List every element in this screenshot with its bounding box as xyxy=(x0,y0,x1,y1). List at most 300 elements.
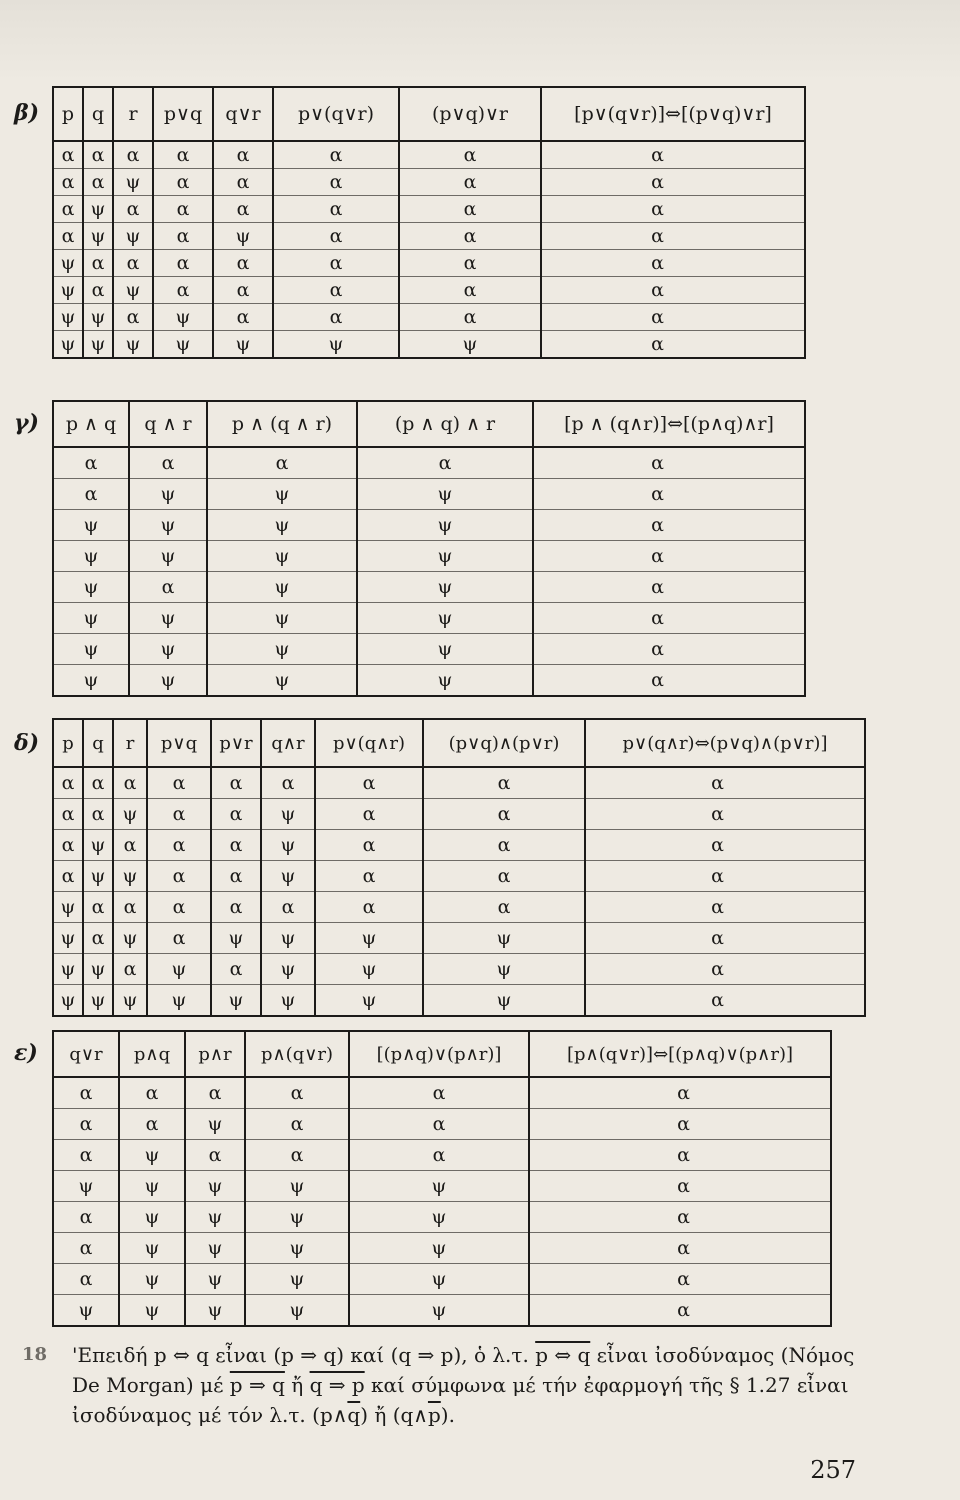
table-row xyxy=(53,799,865,830)
table-cell: α xyxy=(541,331,805,359)
note-overlined-expr: q ⇒ p xyxy=(309,1373,365,1397)
table-cell: ψ xyxy=(83,304,113,331)
table-cell: α xyxy=(349,1140,529,1171)
table-cell: α xyxy=(207,447,357,479)
table-cell: ψ xyxy=(185,1109,245,1140)
table-cell: α xyxy=(399,196,541,223)
table-cell: α xyxy=(53,767,83,799)
table-cell: ψ xyxy=(245,1202,349,1233)
table-row xyxy=(53,603,805,634)
table-cell: ψ xyxy=(207,634,357,665)
table-cell: α xyxy=(113,892,147,923)
truth-table-beta xyxy=(52,86,806,359)
table-cell: α xyxy=(213,169,273,196)
note-number: 18 xyxy=(22,1344,48,1365)
table-cell: ψ xyxy=(53,665,129,697)
table-cell: α xyxy=(533,603,805,634)
table-cell: α xyxy=(529,1202,831,1233)
table-cell: α xyxy=(185,1140,245,1171)
truth-table-delta xyxy=(52,718,866,1017)
table-cell: α xyxy=(53,1202,119,1233)
table-cell: ψ xyxy=(423,923,585,954)
table-cell: α xyxy=(541,196,805,223)
table-cell: α xyxy=(213,250,273,277)
table-cell: α xyxy=(83,277,113,304)
table-cell: α xyxy=(315,767,423,799)
table-cell: ψ xyxy=(53,510,129,541)
table-cell: ψ xyxy=(153,331,213,359)
table-cell: ψ xyxy=(349,1264,529,1295)
table-cell: ψ xyxy=(207,572,357,603)
column-header: [p ∧ (q∧r)]⇔[(p∧q)∧r] xyxy=(533,401,805,447)
table-cell: α xyxy=(153,196,213,223)
table-cell: α xyxy=(83,141,113,169)
table-cell: ψ xyxy=(207,603,357,634)
table-cell: α xyxy=(585,985,865,1017)
header-row xyxy=(53,401,805,447)
note-text: 'Επειδή p ⇔ q εἶναι (p ⇒ q) καί (q ⇒ p), ὁ λ.τ. xyxy=(72,1343,536,1367)
table-cell: α xyxy=(585,767,865,799)
column-header: (p∨q)∧(p∨r) xyxy=(423,719,585,767)
table-row xyxy=(53,572,805,603)
table-cell: α xyxy=(211,830,261,861)
table-cell: α xyxy=(53,196,83,223)
table-cell: ψ xyxy=(349,1295,529,1327)
table-cell: ψ xyxy=(113,799,147,830)
note-overlined-expr: $\overline{q}$ xyxy=(347,1403,361,1427)
table-cell: α xyxy=(529,1171,831,1202)
header-row xyxy=(53,719,865,767)
table-cell: α xyxy=(83,923,113,954)
table-cell: α xyxy=(245,1109,349,1140)
table-cell: ψ xyxy=(53,892,83,923)
table-row xyxy=(53,1109,831,1140)
table-cell: α xyxy=(273,196,399,223)
table-cell: α xyxy=(83,799,113,830)
table-cell: α xyxy=(585,830,865,861)
table-cell: ψ xyxy=(113,861,147,892)
table-cell: ψ xyxy=(53,954,83,985)
column-header: p ∧ q xyxy=(53,401,129,447)
table-row xyxy=(53,954,865,985)
table-cell: ψ xyxy=(113,223,153,250)
table-cell: α xyxy=(541,169,805,196)
table-cell: α xyxy=(541,223,805,250)
table-cell: ψ xyxy=(207,479,357,510)
table-cell: α xyxy=(529,1077,831,1109)
table-cell: α xyxy=(585,861,865,892)
table-cell: α xyxy=(585,954,865,985)
table-cell: ψ xyxy=(185,1233,245,1264)
table-row xyxy=(53,985,865,1017)
table-cell: α xyxy=(533,479,805,510)
table-cell: α xyxy=(213,304,273,331)
table-cell: ψ xyxy=(119,1140,185,1171)
table-cell: α xyxy=(349,1109,529,1140)
table-row xyxy=(53,923,865,954)
table-cell: ψ xyxy=(147,954,211,985)
table-cell: α xyxy=(113,304,153,331)
table-cell: α xyxy=(273,277,399,304)
column-header: p∨q xyxy=(153,87,213,141)
header-row xyxy=(53,87,805,141)
table-row xyxy=(53,331,805,359)
table-cell: α xyxy=(423,767,585,799)
table-cell: ψ xyxy=(357,510,533,541)
table-cell: α xyxy=(211,799,261,830)
table-cell: α xyxy=(83,250,113,277)
table-cell: α xyxy=(213,196,273,223)
table-cell: α xyxy=(119,1077,185,1109)
table-cell: ψ xyxy=(357,572,533,603)
table-cell: ψ xyxy=(113,923,147,954)
table-cell: ψ xyxy=(53,304,83,331)
table-row xyxy=(53,1233,831,1264)
table-cell: ψ xyxy=(119,1233,185,1264)
table-cell: α xyxy=(211,861,261,892)
table-row xyxy=(53,304,805,331)
table-cell: ψ xyxy=(129,510,207,541)
table-cell: α xyxy=(53,141,83,169)
table-cell: ψ xyxy=(119,1202,185,1233)
table-cell: ψ xyxy=(53,1295,119,1327)
table-cell: ψ xyxy=(245,1295,349,1327)
column-header: q ∧ r xyxy=(129,401,207,447)
table-cell: α xyxy=(53,1077,119,1109)
table-cell: α xyxy=(399,169,541,196)
table-cell: α xyxy=(211,767,261,799)
table-cell: ψ xyxy=(113,985,147,1017)
table-cell: ψ xyxy=(261,923,315,954)
section-label-epsilon: ε) xyxy=(14,1040,38,1066)
table-cell: ψ xyxy=(423,954,585,985)
table-cell: ψ xyxy=(357,479,533,510)
column-header: p∧(q∨r) xyxy=(245,1031,349,1077)
column-header: q∧r xyxy=(261,719,315,767)
table-cell: ψ xyxy=(119,1264,185,1295)
table-cell: α xyxy=(399,141,541,169)
table-cell: ψ xyxy=(207,510,357,541)
table-cell: α xyxy=(53,1140,119,1171)
table-cell: ψ xyxy=(53,541,129,572)
table-cell: α xyxy=(423,892,585,923)
column-header: p∨r xyxy=(211,719,261,767)
table-row xyxy=(53,250,805,277)
table-cell: ψ xyxy=(53,1171,119,1202)
section-label-delta: δ) xyxy=(14,730,40,756)
table-row xyxy=(53,892,865,923)
table-cell: ψ xyxy=(53,277,83,304)
column-header: p ∧ (q ∧ r) xyxy=(207,401,357,447)
table-row xyxy=(53,541,805,572)
column-header: p∨(q∧r)⇔(p∨q)∧(p∨r)] xyxy=(585,719,865,767)
table-cell: α xyxy=(423,830,585,861)
note-text: ) ἤ (q∧ xyxy=(360,1403,428,1427)
table-cell: α xyxy=(213,141,273,169)
table-cell: ψ xyxy=(213,331,273,359)
table-row xyxy=(53,634,805,665)
table-cell: α xyxy=(53,830,83,861)
table-cell: α xyxy=(315,861,423,892)
table-cell: α xyxy=(53,1264,119,1295)
table-cell: ψ xyxy=(53,634,129,665)
table-row xyxy=(53,169,805,196)
table-row xyxy=(53,1077,831,1109)
table-cell: ψ xyxy=(119,1171,185,1202)
truth-table-gamma xyxy=(52,400,806,697)
column-header: [p∨(q∨r)]⇔[(p∨q)∨r] xyxy=(541,87,805,141)
table-cell: ψ xyxy=(315,985,423,1017)
table-cell: α xyxy=(533,572,805,603)
column-header: [p∧(q∨r)]⇔[(p∧q)∨(p∧r)] xyxy=(529,1031,831,1077)
table-cell: ψ xyxy=(245,1264,349,1295)
table-cell: ψ xyxy=(83,331,113,359)
table-cell: α xyxy=(129,572,207,603)
table-cell: α xyxy=(53,223,83,250)
table-cell: ψ xyxy=(185,1295,245,1327)
table-cell: ψ xyxy=(129,541,207,572)
column-header: p∨(q∧r) xyxy=(315,719,423,767)
table-cell: ψ xyxy=(53,572,129,603)
table-cell: α xyxy=(315,830,423,861)
table-cell: ψ xyxy=(119,1295,185,1327)
table-cell: α xyxy=(129,447,207,479)
table-cell: α xyxy=(53,1109,119,1140)
header-row xyxy=(53,1031,831,1077)
table-row xyxy=(53,665,805,697)
table-cell: α xyxy=(315,799,423,830)
table-cell: α xyxy=(113,250,153,277)
table-cell: α xyxy=(529,1109,831,1140)
table-cell: α xyxy=(113,954,147,985)
table-cell: ψ xyxy=(83,223,113,250)
table-row xyxy=(53,277,805,304)
column-header: q xyxy=(83,719,113,767)
table-cell: ψ xyxy=(129,603,207,634)
section-label-beta: β) xyxy=(14,100,40,126)
table-cell: α xyxy=(533,541,805,572)
column-header: [(p∧q)∨(p∧r)] xyxy=(349,1031,529,1077)
table-cell: ψ xyxy=(83,954,113,985)
table-cell: ψ xyxy=(129,665,207,697)
table-cell: ψ xyxy=(357,603,533,634)
table-cell: ψ xyxy=(113,277,153,304)
table-cell: α xyxy=(533,447,805,479)
table-cell: α xyxy=(273,169,399,196)
table-cell: α xyxy=(585,892,865,923)
note-line-1 xyxy=(72,1340,902,1370)
column-header: p xyxy=(53,719,83,767)
table-cell: α xyxy=(113,141,153,169)
note-line-2 xyxy=(72,1370,902,1400)
table-cell: ψ xyxy=(357,634,533,665)
table-cell: α xyxy=(113,196,153,223)
table-cell: α xyxy=(153,277,213,304)
table-cell: ψ xyxy=(245,1171,349,1202)
table-cell: α xyxy=(83,767,113,799)
table-cell: α xyxy=(533,510,805,541)
column-header: (p ∧ q) ∧ r xyxy=(357,401,533,447)
note-text: εἶναι ἰσοδύναμος (Νόμος xyxy=(590,1343,855,1367)
table-cell: α xyxy=(147,892,211,923)
table-cell: α xyxy=(399,277,541,304)
table-cell: α xyxy=(529,1264,831,1295)
table-cell: ψ xyxy=(207,541,357,572)
table-row xyxy=(53,1140,831,1171)
table-cell: ψ xyxy=(399,331,541,359)
table-cell: ψ xyxy=(357,665,533,697)
table-cell: ψ xyxy=(53,250,83,277)
table-row xyxy=(53,223,805,250)
table-cell: ψ xyxy=(423,985,585,1017)
table-cell: ψ xyxy=(211,985,261,1017)
column-header: p∨(q∨r) xyxy=(273,87,399,141)
table-cell: ψ xyxy=(349,1171,529,1202)
table-cell: α xyxy=(533,634,805,665)
table-cell: α xyxy=(261,892,315,923)
column-header: p∨q xyxy=(147,719,211,767)
table-cell: α xyxy=(53,447,129,479)
note-text: ). xyxy=(440,1403,455,1427)
table-cell: α xyxy=(147,799,211,830)
table-cell: α xyxy=(349,1077,529,1109)
table-cell: α xyxy=(185,1077,245,1109)
table-cell: ψ xyxy=(129,479,207,510)
column-header: r xyxy=(113,719,147,767)
table-cell: α xyxy=(533,665,805,697)
table-cell: ψ xyxy=(153,304,213,331)
top-page-bleed xyxy=(0,0,960,82)
table-cell: α xyxy=(53,1233,119,1264)
table-cell: ψ xyxy=(113,169,153,196)
table-row xyxy=(53,447,805,479)
note-line-3 xyxy=(72,1400,902,1430)
table-row xyxy=(53,141,805,169)
table-cell: α xyxy=(53,861,83,892)
table-cell: α xyxy=(245,1140,349,1171)
table-row xyxy=(53,196,805,223)
note-text: καί σύμφωνα μέ τήν ἐφαρμογή τῆς § 1.27 εἶναι xyxy=(364,1373,849,1397)
table-cell: ψ xyxy=(349,1202,529,1233)
column-header: p∧q xyxy=(119,1031,185,1077)
table-cell: ψ xyxy=(211,923,261,954)
table-cell: ψ xyxy=(53,331,83,359)
table-cell: ψ xyxy=(83,861,113,892)
table-cell: α xyxy=(529,1233,831,1264)
table-cell: ψ xyxy=(53,985,83,1017)
table-cell: α xyxy=(147,830,211,861)
table-cell: ψ xyxy=(315,954,423,985)
table-cell: α xyxy=(423,799,585,830)
note-overlined-expr: p ⇔ q xyxy=(535,1343,591,1367)
table-cell: α xyxy=(53,479,129,510)
table-row xyxy=(53,767,865,799)
note-overlined-expr: p ⇒ q xyxy=(229,1373,285,1397)
table-cell: α xyxy=(83,892,113,923)
table-cell: ψ xyxy=(185,1264,245,1295)
table-cell: ψ xyxy=(207,665,357,697)
table-cell: ψ xyxy=(147,985,211,1017)
note-text: De Morgan) μέ xyxy=(72,1373,230,1397)
table-cell: α xyxy=(273,223,399,250)
table-cell: ψ xyxy=(349,1233,529,1264)
column-header: q∨r xyxy=(213,87,273,141)
table-cell: ψ xyxy=(261,861,315,892)
table-cell: ψ xyxy=(53,603,129,634)
table-cell: α xyxy=(153,250,213,277)
table-cell: ψ xyxy=(245,1233,349,1264)
table-row xyxy=(53,1202,831,1233)
table-cell: α xyxy=(541,277,805,304)
table-cell: α xyxy=(213,277,273,304)
column-header: p∧r xyxy=(185,1031,245,1077)
table-cell: α xyxy=(211,892,261,923)
table-cell: α xyxy=(147,767,211,799)
table-cell: α xyxy=(153,169,213,196)
table-cell: α xyxy=(273,304,399,331)
table-cell: α xyxy=(399,304,541,331)
column-header: p xyxy=(53,87,83,141)
table-cell: α xyxy=(529,1140,831,1171)
table-cell: ψ xyxy=(185,1202,245,1233)
table-cell: ψ xyxy=(261,954,315,985)
table-cell: α xyxy=(273,141,399,169)
table-cell: α xyxy=(53,169,83,196)
page-number: 257 xyxy=(810,1456,856,1484)
table-cell: ψ xyxy=(213,223,273,250)
table-row xyxy=(53,479,805,510)
table-cell: α xyxy=(541,141,805,169)
table-cell: ψ xyxy=(261,985,315,1017)
table-cell: α xyxy=(119,1109,185,1140)
table-cell: ψ xyxy=(83,830,113,861)
table-cell: α xyxy=(113,767,147,799)
table-cell: α xyxy=(357,447,533,479)
table-cell: α xyxy=(399,250,541,277)
table-cell: ψ xyxy=(83,196,113,223)
column-header: r xyxy=(113,87,153,141)
table-row xyxy=(53,861,865,892)
column-header: q xyxy=(83,87,113,141)
table-cell: ψ xyxy=(83,985,113,1017)
note-paragraph xyxy=(72,1340,902,1430)
table-cell: ψ xyxy=(357,541,533,572)
table-cell: ψ xyxy=(261,830,315,861)
table-row xyxy=(53,1171,831,1202)
table-cell: α xyxy=(541,250,805,277)
note-text: ἰσοδύναμος μέ τόν λ.τ. (p∧ xyxy=(72,1403,348,1427)
table-cell: α xyxy=(273,250,399,277)
table-cell: ψ xyxy=(273,331,399,359)
table-row xyxy=(53,510,805,541)
truth-table-epsilon xyxy=(52,1030,832,1327)
table-cell: α xyxy=(245,1077,349,1109)
table-cell: α xyxy=(585,799,865,830)
note-text: ἤ xyxy=(284,1373,310,1397)
table-cell: α xyxy=(585,923,865,954)
table-cell: α xyxy=(147,923,211,954)
table-cell: α xyxy=(147,861,211,892)
table-cell: ψ xyxy=(129,634,207,665)
table-cell: α xyxy=(53,799,83,830)
table-row xyxy=(53,1264,831,1295)
section-label-gamma: γ) xyxy=(14,410,39,436)
column-header: (p∨q)∨r xyxy=(399,87,541,141)
table-cell: ψ xyxy=(261,799,315,830)
table-cell: ψ xyxy=(113,331,153,359)
table-row xyxy=(53,830,865,861)
table-cell: α xyxy=(113,830,147,861)
